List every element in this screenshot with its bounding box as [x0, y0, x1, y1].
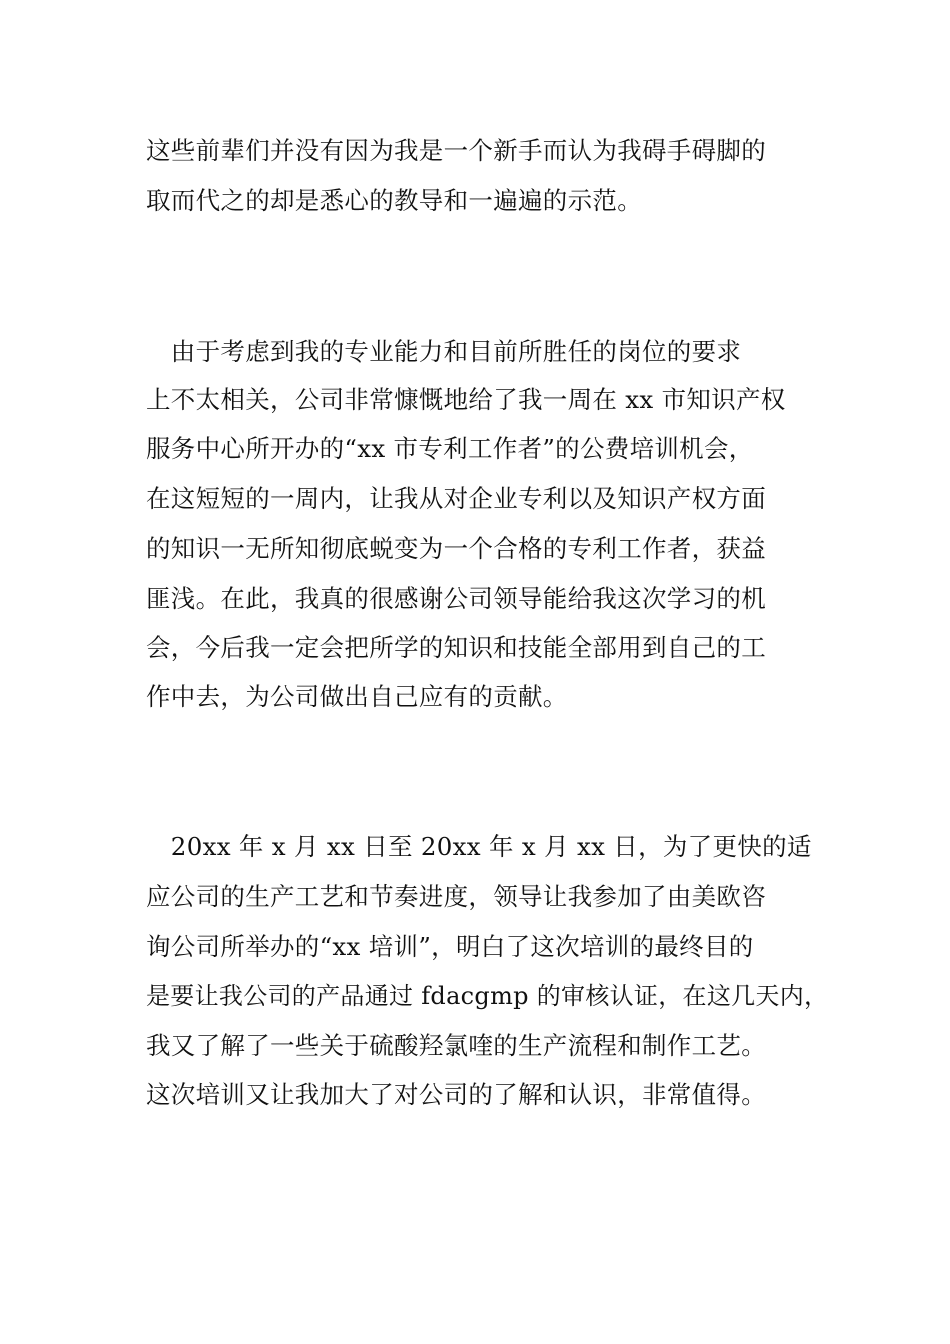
text-line: 这些前辈们并没有因为我是一个新手而认为我碍手碍脚的 — [146, 136, 766, 165]
text-line: 服务中心所开办的“xx 市专利工作者”的公费培训机会， — [146, 434, 754, 463]
text-line: 匪浅。在此，我真的很感谢公司领导能给我这次学习的机 — [146, 584, 766, 613]
text-line: 的知识一无所知彻底蜕变为一个合格的专利工作者，获益 — [146, 534, 766, 563]
text-line: 上不太相关，公司非常慷慨地给了我一周在 xx 市知识产权 — [146, 385, 786, 414]
text-line: 在这短短的一周内，让我从对企业专利以及知识产权方面 — [146, 484, 766, 513]
text-line: 取而代之的却是悉心的教导和一遍遍的示范。 — [146, 186, 642, 215]
text-line: 应公司的生产工艺和节奏进度，领导让我参加了由美欧咨 — [146, 882, 766, 911]
text-line: 这次培训又让我加大了对公司的了解和认识，非常值得。 — [146, 1080, 766, 1109]
text-line: 我又了解了一些关于硫酸羟氯喹的生产流程和制作工艺。 — [146, 1031, 766, 1060]
text-line: 由于考虑到我的专业能力和目前所胜任的岗位的要求 — [146, 337, 742, 366]
text-line: 是要让我公司的产品通过 fdacgmp 的审核认证，在这几天内， — [146, 982, 829, 1010]
text-line: 询公司所举办的“xx 培训”，明白了这次培训的最终目的 — [146, 932, 754, 961]
text-line: 20xx 年 x 月 xx 日至 20xx 年 x 月 xx 日，为了更快的适 — [146, 832, 812, 861]
text-line: 会，今后我一定会把所学的知识和技能全部用到自己的工 — [146, 633, 766, 662]
text-line: 作中去，为公司做出自己应有的贡献。 — [146, 682, 568, 711]
